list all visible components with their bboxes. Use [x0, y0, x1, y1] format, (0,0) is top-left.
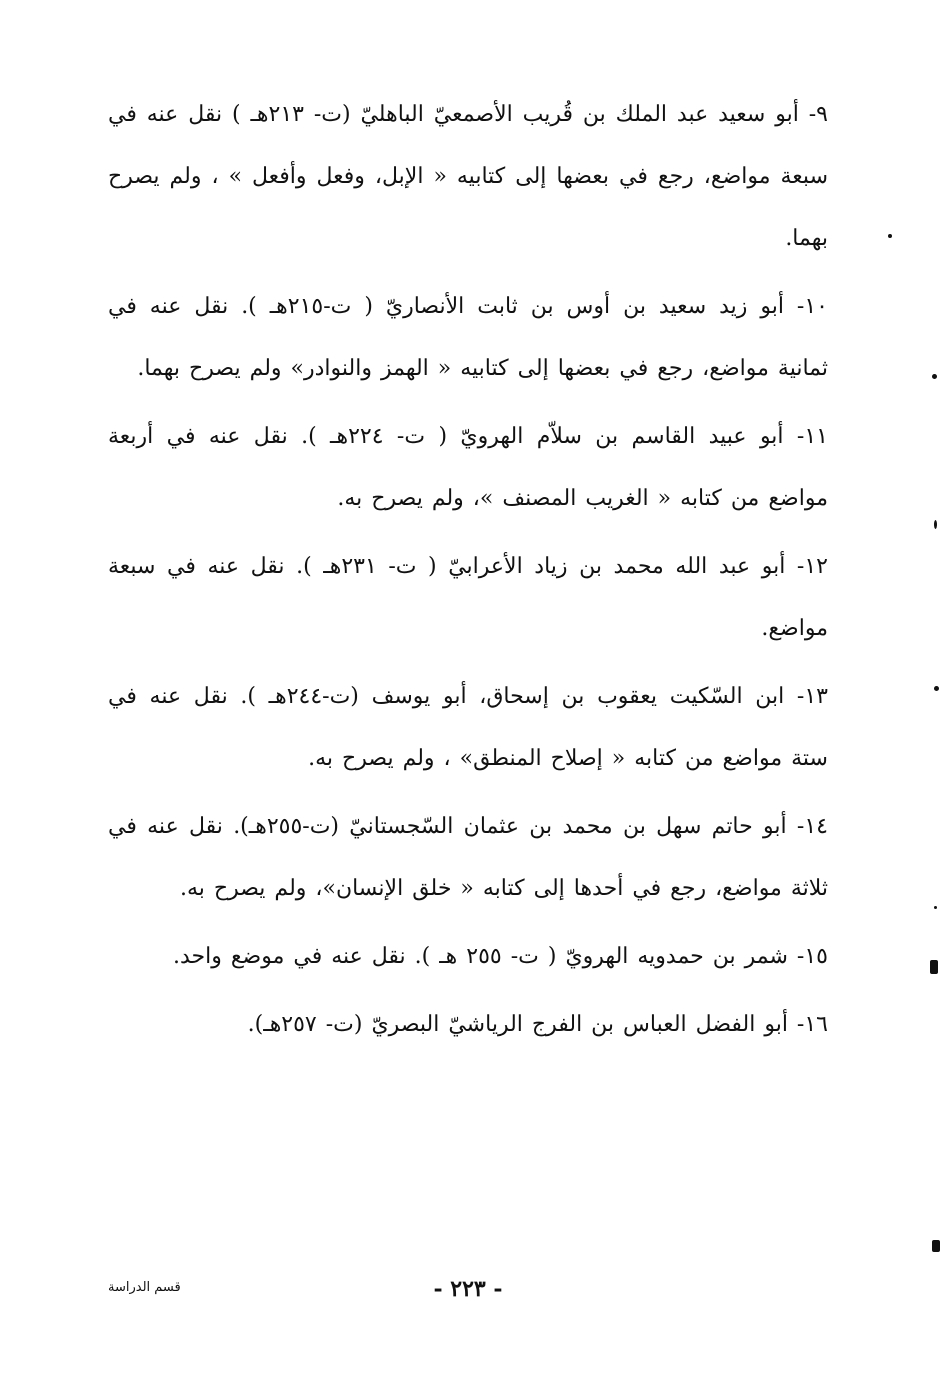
- scan-speck: [934, 520, 937, 529]
- entry-text: ١٢- أبو عبد الله محمد بن زياد الأعرابيّ ( ت- ٢٣١هـ ). نقل عنه في سبعة مواضع.: [108, 554, 828, 641]
- entry-text: ١٠- أبو زيد سعيد بن أوس بن ثابت الأنصاريّ ( ت-٢١٥هـ ). نقل عنه في ثمانية مواضع، رجع في بعضها إلى كتابيه « الهمز والنوادر» ولم يصرح بهما.: [108, 294, 828, 381]
- entry-9: [108, 84, 828, 270]
- entry-text: ١٦- أبو الفضل العباس بن الفرج الرياشيّ البصريّ (ت- ٢٥٧هـ).: [247, 1012, 828, 1037]
- entry-11: [108, 406, 828, 530]
- scan-speck: [930, 960, 938, 974]
- section-label: قسم الدراسة: [108, 1280, 181, 1295]
- entry-10: [108, 276, 828, 400]
- entry-12: [108, 536, 828, 660]
- page-footer: [108, 1276, 828, 1316]
- entry-text: ١٤- أبو حاتم سهل بن محمد بن عثمان السّجستانيّ (ت-٢٥٥هـ). نقل عنه في ثلاثة مواضع، رجع في أحدها إلى كتابه « خلق الإنسان»، ولم يصرح به.: [108, 814, 828, 901]
- entry-text: ١١- أبو عبيد القاسم بن سلاّم الهرويّ ( ت- ٢٢٤هـ ). نقل عنه في أربعة مواضع من كتابه « الغريب المصنف »، ولم يصرح به.: [108, 424, 828, 511]
- scan-speck: [932, 1240, 940, 1252]
- entry-text: ٩- أبو سعيد عبد الملك بن قُريب الأصمعيّ الباهليّ (ت- ٢١٣هـ ) نقل عنه في سبعة مواضع، رجع في بعضها إلى كتابيه « الإبل، وفعل وأفعل » ، ولم يصرح بهما.: [108, 102, 828, 251]
- entry-13: [108, 666, 828, 790]
- entry-14: [108, 796, 828, 920]
- entry-list: [108, 84, 828, 1062]
- entry-16: [108, 994, 828, 1056]
- entry-text: ١٥- شمر بن حمدويه الهرويّ ( ت- ٢٥٥ هـ ). نقل عنه في موضع واحد.: [172, 944, 828, 969]
- scan-speck: [888, 234, 892, 238]
- scan-speck: [932, 374, 937, 379]
- scan-speck: [934, 686, 939, 691]
- scan-speck: [934, 906, 937, 909]
- page-number: - ٢٢٣ -: [433, 1276, 503, 1302]
- entry-15: [108, 926, 828, 988]
- entry-text: ١٣- ابن السّكيت يعقوب بن إسحاق، أبو يوسف (ت-٢٤٤هـ ). نقل عنه في ستة مواضع من كتابه « إصلاح المنطق» ، ولم يصرح به.: [108, 684, 828, 771]
